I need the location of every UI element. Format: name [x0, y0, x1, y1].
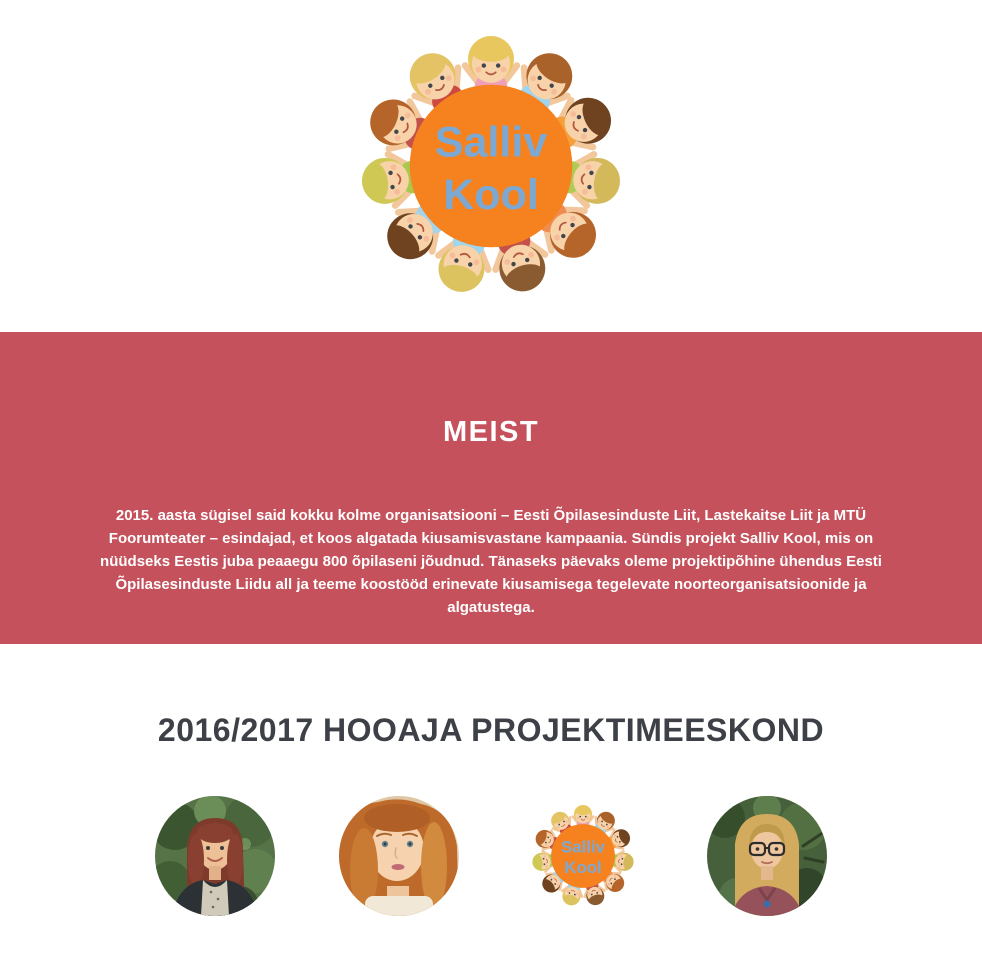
team-row — [0, 796, 982, 916]
about-paragraph: 2015. aasta sügisel said kokku kolme organisatsiooni – Eesti Õpilasesinduste Liit, Lastekaitse Liit ja MTÜ Foorumteater – esindajad, et koos algatada kiusamisvastane kampaania. Sündis projekt Salliv Kool, mis on nüüdseks Eestis juba peaaegu 800 õpilaseni jõudnud. Tänaseks päevaks oleme projektipõhine ühendus Eesti Õpilasesinduste Liidu all ja teeme koostööd erinevate kiusamisega tegelevate noorteorganisatsioonide ja algatustega. — [100, 507, 882, 616]
about-heading: MEIST — [442, 416, 540, 448]
team-member-logo — [523, 796, 643, 916]
woman-blonde-glasses-photo-icon — [707, 796, 827, 916]
team-member-photo-4 — [707, 796, 827, 916]
team-member-photo-1 — [155, 796, 275, 916]
salliv-kool-logo-small-icon — [523, 796, 643, 916]
header-logo-section — [0, 0, 982, 332]
about-banner — [0, 332, 982, 644]
woman-auburn-hair-photo-icon — [155, 796, 275, 916]
salliv-kool-logo-icon — [338, 13, 644, 319]
team-member-photo-2 — [339, 796, 459, 916]
woman-ginger-hair-photo-icon — [339, 796, 459, 916]
team-heading: 2016/2017 HOOAJA PROJEKTIMEESKOND — [157, 712, 825, 748]
